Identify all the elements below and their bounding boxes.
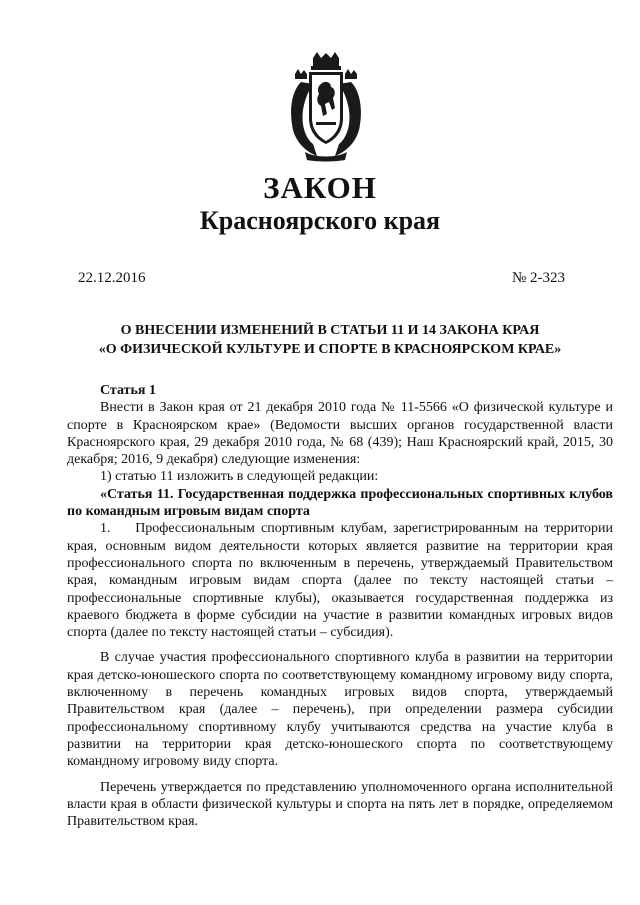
paragraph: 1. Профессиональным спортивным клубам, зарегистрированным на территории края, основным видом деятельности которых является развитие на территории края профессионального спорта по включенным в перечень, утверждаемый Правительством края, командным игровым видам спорта (далее по тексту настоящей статьи – профессиональные спортивные клубы), оказывается государственная поддержка из краевого бюджета в форме субсидии на участие в развитии командных игровых видов спорта (далее по тексту настоящей статьи – субсидия). — [67, 521, 613, 641]
law-body — [67, 382, 613, 830]
law-number: № 2-323 — [511, 270, 565, 286]
law-date: 22.12.2016 — [78, 270, 146, 286]
law-title — [60, 321, 600, 359]
paragraph: Внести в Закон края от 21 декабря 2010 года № 11-5566 «О физической культуре и спорте в Красноярском крае» (Ведомости высших органов государственной власти Красноярского края, 29 декабря 2010 года, № 68 (439); Наш Красноярский край, 2015, 30 декабря; 2016, 9 декабря) следующие изменения: — [67, 400, 613, 468]
law-heading: ЗАКОН — [263, 170, 377, 205]
law-title-line: О ВНЕСЕНИИ ИЗМЕНЕНИЙ В СТАТЬИ 11 И 14 ЗАКОНА КРАЯ — [120, 323, 540, 338]
paragraph: Перечень утверждается по представлению уполномоченного органа исполнительной власти края в области физической культуры и спорта на пять лет в порядке, определяемом Правительством края. — [67, 779, 613, 830]
article-heading: Статья 1 — [100, 383, 156, 398]
region-name: Красноярского края — [199, 206, 441, 235]
paragraph: 1) статью 11 изложить в следующей редакции: — [100, 469, 379, 485]
article-11-heading: «Статья 11. Государственная поддержка профессиональных спортивных клубов по командным игровым видам спорта — [67, 486, 613, 520]
law-title-line: «О ФИЗИЧЕСКОЙ КУЛЬТУРЕ И СПОРТЕ В КРАСНОЯРСКОМ КРАЕ» — [98, 342, 562, 357]
coat-of-arms-icon — [283, 52, 369, 162]
paragraph: В случае участия профессионального спортивного клуба в развитии на территории края детско-юношеского спорта по соответствующему командному игровому виду спорта, включенному в перечень командных игровых видов спорта, утверждаемый Правительством края (далее – перечень), при определении размера субсидии профессиональному спортивному клубу учитываются средства на участие клуба в развитии на территории края детско-юношеского спорта по соответствующему командному игровому виду спорта. — [67, 650, 613, 770]
